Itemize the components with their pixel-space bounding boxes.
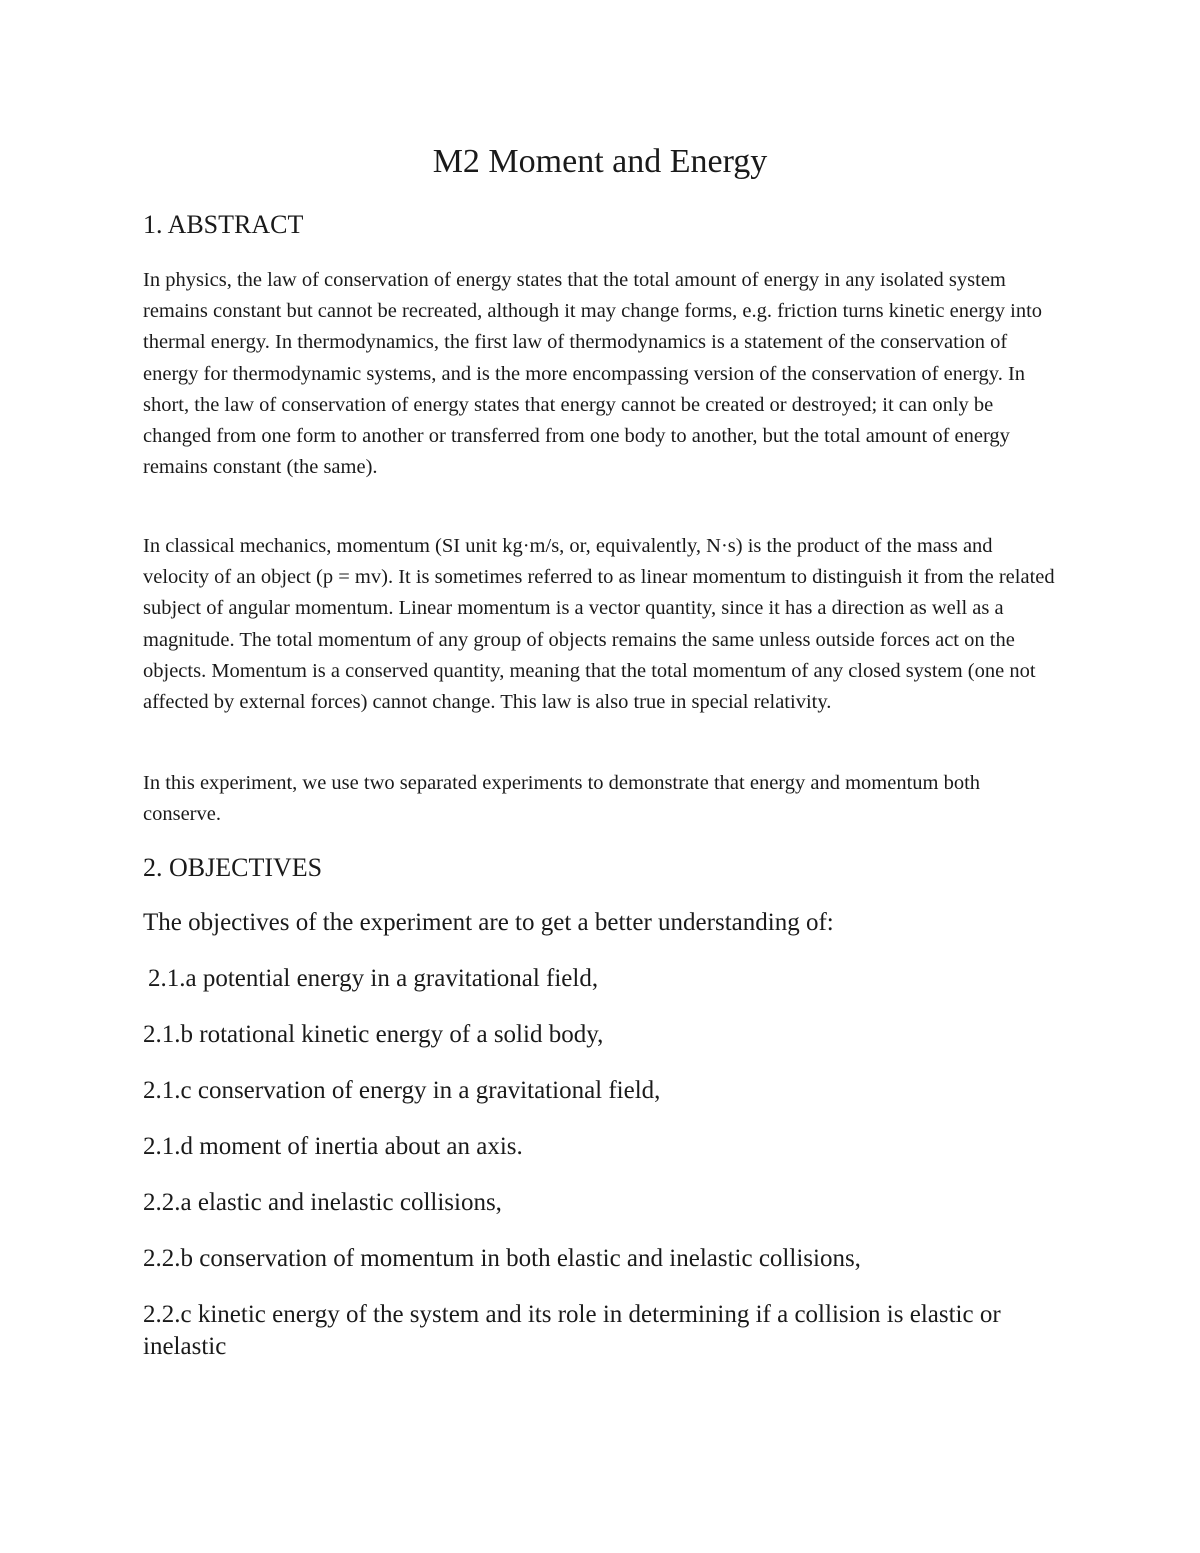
abstract-paragraph-momentum: In classical mechanics, momentum (SI unit kg·m/s, or, equivalently, N·s) is the product of the mass and velocity of an object (p = mv). It is sometimes referred to as linear momentum to distinguish it from the related subject of angular momentum. Linear momentum is a vector quantity, since it has a direction as well as a magnitude. The total momentum of any group of objects remains the same unless outside forces act on the objects. Momentum is a conserved quantity, meaning that the total momentum of any closed system (one not affected by external forces) cannot change. This law is also true in special relativity. <box>143 535 1055 714</box>
objective-item-2-1-c: 2.1.c conservation of energy in a gravitational field, <box>143 1077 661 1104</box>
abstract-paragraph-experiment: In this experiment, we use two separated experiments to demonstrate that energy and momentum both conserve. <box>143 772 981 826</box>
objective-item-2-2-c: 2.2.c kinetic energy of the system and its role in determining if a collision is elastic or inelastic <box>143 1301 1001 1360</box>
objective-item-2-1-a: 2.1.a potential energy in a gravitational field, <box>148 965 599 992</box>
objective-item-2-2-b: 2.2.b conservation of momentum in both elastic and inelastic collisions, <box>143 1245 861 1272</box>
objective-item-2-1-b: 2.1.b rotational kinetic energy of a solid body, <box>143 1021 604 1048</box>
objectives-list <box>143 963 1063 1387</box>
document-title: M2 Moment and Energy <box>432 143 768 180</box>
objective-item-2-1-d: 2.1.d moment of inertia about an axis. <box>143 1133 523 1160</box>
abstract-paragraph-energy: In physics, the law of conservation of energy states that the total amount of energy in any isolated system remains constant but cannot be recreated, although it may change forms, e.g. friction turns kinetic energy into thermal energy. In thermodynamics, the first law of thermodynamics is a statement of the conservation of energy for thermodynamic systems, and is the more encompassing version of the conservation of energy. In short, the law of conservation of energy states that energy cannot be created or destroyed; it can only be changed from one form to another or transferred from one body to another, but the total amount of energy remains constant (the same). <box>143 269 1043 479</box>
objectives-intro: The objectives of the experiment are to get a better understanding of: <box>143 909 834 936</box>
objective-item-2-2-a: 2.2.a elastic and inelastic collisions, <box>143 1189 502 1216</box>
abstract-heading: 1. ABSTRACT <box>143 210 304 239</box>
objectives-heading: 2. OBJECTIVES <box>143 853 323 882</box>
